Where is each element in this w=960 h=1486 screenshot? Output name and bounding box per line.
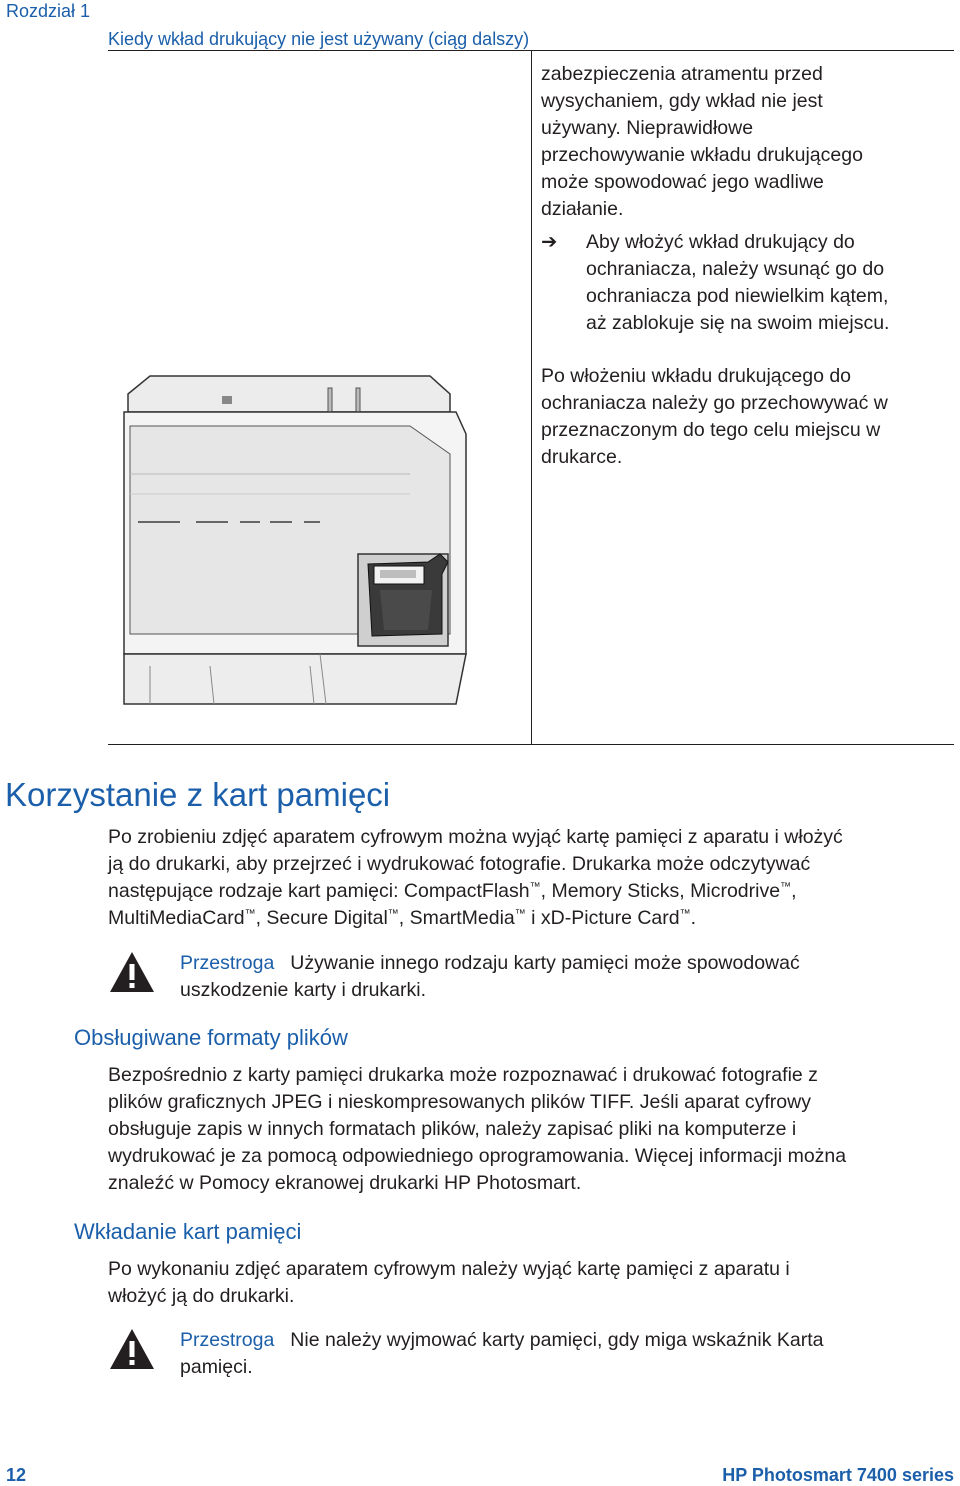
text-line: Po wykonaniu zdjęć aparatem cyfrowym należy wyjąć kartę pamięci z aparatu i (108, 1258, 790, 1280)
storage-text (541, 363, 941, 471)
text-line: znaleźć w Pomocy ekranowej drukarki HP Photosmart. (108, 1172, 582, 1194)
text-line: Po zrobieniu zdjęć aparatem cyfrowym można wyjąć kartę pamięci z aparatu i włożyć (108, 826, 843, 848)
text-line: plików graficznych JPEG i nieskompresowanych plików TIFF. Jeśli aparat cyfrowy (108, 1091, 811, 1113)
section-rule (108, 744, 954, 745)
text-line: ją do drukarki, aby przejrzeć i wydrukować fotografie. Drukarka może odczytywać (108, 853, 811, 875)
text-line: ochraniacza, należy wsunąć go do (586, 258, 885, 280)
subsection-title: Wkładanie kart pamięci (74, 1219, 302, 1244)
text-line: przechowywanie wkładu drukującego (541, 144, 863, 166)
text-line: Przestroga Nie należy wyjmować karty pamięci, gdy miga wskaźnik Karta (180, 1329, 824, 1351)
product-name: HP Photosmart 7400 series (722, 1465, 954, 1485)
text-line: drukarce. (541, 446, 623, 468)
text-line: ochraniacza pod niewielkim kątem, (586, 285, 889, 307)
text-line: ochraniacza należy go przechowywać w (541, 392, 888, 414)
page-number: 12 (6, 1465, 27, 1485)
running-head: Kiedy wkład drukujący nie jest używany (ciąg dalszy) (108, 29, 530, 49)
text-line: MultiMediaCard™, Secure Digital™, SmartMedia™ i xD-Picture Card™. (108, 907, 697, 929)
arrow-icon: ➔ (541, 231, 558, 253)
inserting-cards-paragraph (108, 1256, 938, 1310)
text-line: pamięci. (180, 1356, 253, 1378)
section-title: Korzystanie z kart pamięci (5, 776, 391, 813)
text-line: włożyć ją do drukarki. (108, 1285, 295, 1307)
text-line: działanie. (541, 198, 624, 220)
text-line: aż zablokuje się na swoim miejscu. (586, 312, 890, 334)
text-line: wysychaniem, gdy wkład nie jest (541, 90, 823, 112)
text-line: obsługuje zapis w innych formatach plików, należy zapisać pliki na komputerze i (108, 1118, 797, 1140)
warning-icon (108, 950, 156, 994)
chapter-label: Rozdział 1 (6, 1, 91, 21)
subsection-title: Obsługiwane formaty plików (74, 1025, 348, 1050)
caution-label: Przestroga (180, 1329, 275, 1351)
text-line: Po włożeniu wkładu drukującego do (541, 365, 852, 387)
text-line: zabezpieczenia atramentu przed (541, 63, 823, 85)
text-line: następujące rodzaje kart pamięci: CompactFlash™, Memory Sticks, Microdrive™, (108, 880, 797, 902)
text-line: może spowodować jego wadliwe (541, 171, 824, 193)
memory-card-paragraph (108, 824, 938, 932)
text-line: uszkodzenie karty i drukarki. (180, 979, 427, 1001)
text-line: wydrukować je za pomocą odpowiedniego oprogramowania. Więcej informacji można (108, 1145, 847, 1167)
text-line: Przestroga Używanie innego rodzaju karty pamięci może spowodować (180, 952, 800, 974)
text-line: używany. Nieprawidłowe (541, 117, 754, 139)
text-line: przeznaczonym do tego celu miejscu w (541, 419, 881, 441)
text-line: Bezpośrednio z karty pamięci drukarka może rozpoznawać i drukować fotografie z (108, 1064, 818, 1086)
text-line: Aby włożyć wkład drukujący do (586, 231, 855, 253)
warning-icon (108, 1327, 156, 1371)
column-divider (531, 50, 532, 744)
file-formats-paragraph (108, 1062, 938, 1197)
caution-label: Przestroga (180, 952, 275, 974)
intro-text (541, 61, 941, 223)
printer-illustration (110, 354, 470, 724)
